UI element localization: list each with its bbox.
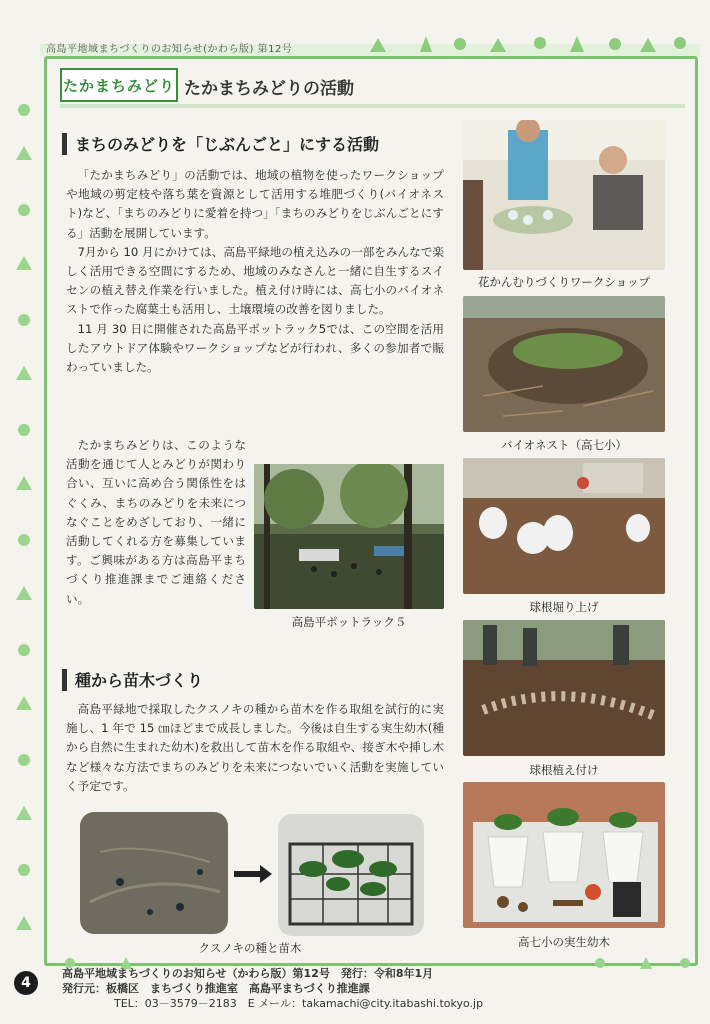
- heading-bar: [62, 669, 67, 691]
- bulb-planting-photo: [463, 620, 665, 756]
- section1-closing: [66, 436, 246, 609]
- side-caption-1: 花かんむりづくりワークショップ: [477, 275, 651, 289]
- bio-nest-photo: [463, 296, 665, 432]
- page-number: 4: [14, 971, 38, 995]
- section1-paragraph: 11 月 30 日に開催された高島平ポットラック5では、この空間を活用したアウトドア体験やワークショップなどが行われ、多くの参加者で賑わっていました。: [66, 321, 444, 375]
- camphor-seeds-photo: [80, 812, 228, 934]
- side-caption-2: バイオネスト（高七小）: [500, 438, 628, 452]
- section2-paragraph: 高島平緑地で採取したクスノキの種から苗木を作る取組を試行的に実施し、1 年で 15 ㎝ほどまで成長しました。今後は自生する実生幼木(種から自然に生まれた幼木)を救出して苗木を作る取組や、接ぎ木や挿し木など様々な方法でまちのみどりを未来につないでいく活動を実施していく予定です。: [66, 702, 444, 793]
- heading-bar: [62, 133, 67, 155]
- potluck-photo: [254, 464, 444, 609]
- seeds-caption: クスノキの種と苗木: [198, 941, 302, 955]
- side-caption-5: 高七小の実生幼木: [518, 935, 610, 949]
- takamachi-midori-logo: たかまちみどり: [60, 68, 178, 102]
- flower-crown-workshop-photo: [463, 120, 665, 270]
- section1-paragraph: 7月から 10 月にかけては、高島平緑地の植え込みの一部をみんなで楽しく活用できる空間にするため、地域のみなさんと一緒に自生するスイセンの植え替え作業を行いました。植え付け時には、高七小のバイオネストで作った腐葉土も活用し、土壌環境の改善を図りました。: [66, 244, 444, 317]
- left-decoration: [6, 100, 40, 960]
- footer-publisher: 発行元：板橋区 まちづくり推進室 高島平まちづくり推進課: [62, 982, 370, 995]
- side-caption-4: 球根植え付け: [529, 763, 599, 777]
- section1-heading: [62, 132, 379, 155]
- side-caption-3: 球根堀り上げ: [529, 600, 599, 614]
- page-title: たかまちみどりの活動: [184, 79, 354, 99]
- seedlings-photo: [278, 814, 424, 936]
- potluck-caption: 高島平ポットラック５: [291, 615, 407, 629]
- arrow-right-icon: [232, 863, 274, 885]
- issue-label: 高島平地域まちづくりのお知らせ(かわら版) 第12号: [46, 44, 293, 55]
- section2-heading-text: 種から苗木づくり: [75, 671, 204, 690]
- section2-body: [66, 700, 444, 796]
- recruit-paragraph: たかまちみどりは、このような活動を通じて人とみどりが関わり合い、互いに高め合う関係性をはぐくみ、まちのみどりを未来につなぐことをめざしており、一緒に活動してくれる方を募集しています。ご興味がある方は高島平まちづくり推進課までご連絡ください。: [66, 438, 246, 606]
- footer-publication: 高島平地域まちづくりのお知らせ（かわら版）第12号 発行：令和8年1月: [62, 967, 434, 980]
- header-divider: [60, 104, 685, 108]
- section2-heading: [62, 668, 203, 691]
- section1-heading-text: まちのみどりを「じぶんごと」にする活動: [75, 135, 380, 154]
- footer: [62, 966, 483, 1011]
- footer-contact: TEL：03－3579－2183 E メール：takamachi@city.itabashi.tokyo.jp: [114, 997, 484, 1010]
- seedling-trees-photo: [463, 782, 665, 928]
- section1-paragraph: 「たかまちみどり」の活動では、地域の植物を使ったワークショップや地域の剪定枝や落ち葉を資源として活用する堆肥づくり(バイオネスト)など、「まちのみどりに愛着を持つ」「まちのみどりをじぶんごとにする」活動を展開しています。: [66, 168, 444, 240]
- section1-body: [66, 166, 444, 377]
- bulb-digging-photo: [463, 458, 665, 594]
